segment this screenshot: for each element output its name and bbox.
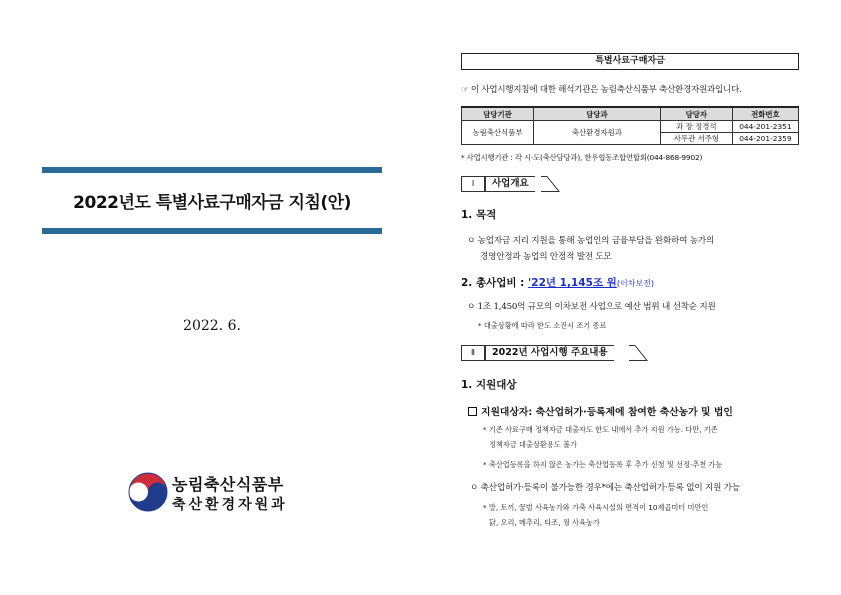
budget-heading-label: 2. 총사업비 : (461, 277, 529, 289)
target-main (468, 404, 733, 418)
budget-value: '22년 1,145조 원 (528, 277, 617, 289)
section-arrow-icon (629, 345, 649, 361)
section-arrow-icon (541, 176, 561, 192)
document-date: 2022. 6. (183, 318, 241, 334)
budget-note: (이차보전) (616, 279, 654, 288)
target-note: * 축산업등록을 하지 않은 농가는 축산업등록 후 추가 신청 및 선정·추천 가능 (483, 460, 723, 469)
title-band-top (42, 167, 382, 173)
target-note: * 기존 사료구매 정책자금 대출자도 한도 내에서 추가 지원 가능. 다만, 기존 (483, 425, 718, 434)
interpretation-notice: ☞ 이 사업시행지침에 대한 해석기관은 농림축산식품부 축산환경자원과입니다. (461, 85, 742, 95)
contact-table (461, 106, 799, 145)
table-header: 담당기관 (462, 107, 534, 121)
table-header: 전화번호 (732, 107, 798, 121)
target-note: * 말, 토끼, 꿀벌 사육농가와 가축 사육시설의 면적이 10제곱미터 미만인 (483, 503, 709, 512)
implementing-agency-note: * 사업시행기관 : 각 시·도(축산담당과), 한우협동조합연합회(044-868-9902) (461, 153, 703, 162)
budget-footnote: * 대출상황에 따라 한도 소진시 조기 종료 (478, 321, 607, 330)
ministry-name: 농림축산식품부 (172, 475, 284, 494)
title-band-bottom (42, 228, 382, 234)
target-heading: 1. 지원대상 (461, 379, 517, 391)
bureau-name: 축산환경자원과 (172, 497, 288, 513)
phone-cell: 044-201-2351 (732, 121, 798, 133)
budget-heading (461, 275, 654, 290)
purpose-line: 경영안정과 농업의 안정적 발전 도모 (480, 252, 612, 262)
section-label: 2022년 사업시행 주요내용 (485, 345, 614, 361)
government-emblem-icon (128, 472, 168, 512)
person-cell: 과 장 정경석 (660, 121, 732, 133)
purpose-line: ㅇ 농업자금 지리 지원을 통해 농업인의 금융부담을 완화하여 농가의 (467, 236, 715, 246)
department-cell: 축산환경자원과 (533, 121, 660, 145)
program-box-title: 특별사료구매자금 (461, 53, 799, 70)
target-main-text: 지원대상자: 축산업허가·등록제에 참여한 축산농가 및 법인 (481, 407, 733, 418)
table-header: 담당과 (533, 107, 660, 121)
person-cell: 사무관 서주형 (660, 133, 732, 145)
budget-line: ㅇ 1조 1,450억 규모의 이차보전 사업으로 예산 범위 내 선착순 지원 (467, 302, 716, 312)
phone-cell: 044-201-2359 (732, 133, 798, 145)
table-row (462, 121, 799, 133)
target-line: ㅇ 축산업허가·등록이 불가능한 경우*에는 축산업허가·등록 없이 지원 가능 (470, 483, 740, 493)
target-note: 닭, 오리, 메추리, 타조, 꿩 사육농가 (489, 518, 600, 527)
section-header-main-contents (461, 345, 649, 360)
target-note: 정책자금 대출상환용도 불가 (489, 440, 577, 449)
section-label: 사업개요 (485, 176, 535, 192)
section-number: Ⅱ (461, 345, 485, 361)
checkbox-icon (468, 407, 477, 416)
document-title: 2022년도 특별사료구매자금 지침(안) (73, 193, 351, 213)
section-number: Ⅰ (461, 176, 485, 192)
purpose-heading: 1. 목적 (461, 209, 497, 221)
section-header-overview (461, 176, 561, 191)
table-header: 담당자 (660, 107, 732, 121)
agency-cell: 농림축산식품부 (462, 121, 534, 145)
